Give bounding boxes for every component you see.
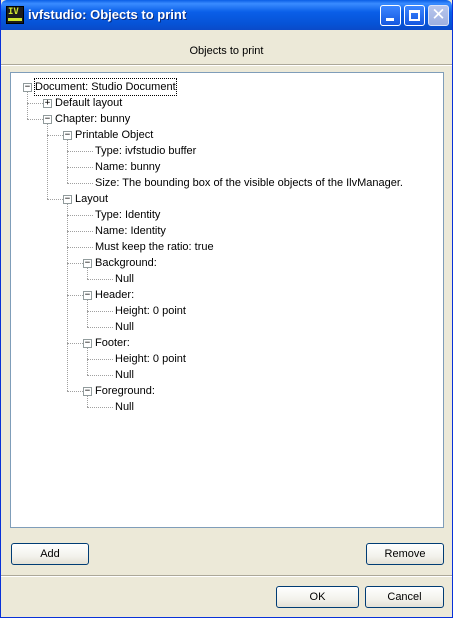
collapse-icon[interactable]: − <box>84 290 91 300</box>
tree-connector-line <box>87 311 113 312</box>
ok-button[interactable]: OK <box>276 586 359 608</box>
maximize-icon <box>409 10 420 21</box>
tree-node-label[interactable]: Must keep the ratio: true <box>95 241 214 253</box>
tree-connector-line <box>67 167 93 168</box>
tree-connector-line <box>87 375 113 376</box>
maximize-button[interactable] <box>404 5 425 26</box>
tree-node-label[interactable]: Null <box>115 273 134 285</box>
tree-node-label[interactable]: Null <box>115 321 134 333</box>
close-button[interactable] <box>428 5 449 26</box>
tree-node[interactable] <box>11 319 443 335</box>
tree-node[interactable] <box>11 271 443 287</box>
minimize-icon <box>386 18 394 21</box>
tree-connector-line <box>67 231 93 232</box>
tree-node-label[interactable]: Printable Object <box>75 129 154 141</box>
footer-divider <box>1 575 452 577</box>
tree-node-label[interactable]: Foreground: <box>95 385 155 397</box>
minimize-button[interactable] <box>380 5 401 26</box>
tree-node-label[interactable]: Background: <box>95 257 157 269</box>
tree-node[interactable] <box>11 303 443 319</box>
objects-tree[interactable] <box>10 72 444 528</box>
tree-node-label[interactable]: Type: ivfstudio buffer <box>95 145 197 157</box>
tree-connector-line <box>47 135 63 136</box>
tree-connector-line <box>27 103 43 104</box>
window-title: ivfstudio: Objects to print <box>28 7 187 22</box>
collapse-icon[interactable]: − <box>24 82 31 92</box>
collapse-icon[interactable]: − <box>84 338 91 348</box>
app-icon-text: IV <box>8 7 19 17</box>
tree-connector-line <box>87 327 113 328</box>
close-icon: ✕ <box>431 5 446 25</box>
cancel-button[interactable]: Cancel <box>365 586 444 608</box>
tree-node[interactable] <box>11 399 443 415</box>
tree-node-label[interactable]: Default layout <box>55 97 123 109</box>
tree-connector-line <box>67 215 93 216</box>
tree-node-label[interactable]: Header: <box>95 289 135 301</box>
tree-node-label[interactable]: Size: The bounding box of the visible objects of the IlvManager. <box>95 177 403 189</box>
title-bar[interactable] <box>1 0 452 30</box>
tree-node[interactable] <box>11 351 443 367</box>
tree-node-label[interactable]: Null <box>115 401 134 413</box>
tree-node-label[interactable]: Type: Identity <box>95 209 161 221</box>
tree-node-label[interactable]: Name: Identity <box>95 225 166 237</box>
header-label: Objects to print <box>189 45 264 57</box>
tree-connector-line <box>47 199 63 200</box>
tree-node-label[interactable]: Name: bunny <box>95 161 161 173</box>
app-icon-bar <box>8 18 22 21</box>
tree-connector-line <box>87 359 113 360</box>
tree-connector-line <box>87 279 113 280</box>
tree-node-label[interactable]: Footer: <box>95 337 130 349</box>
tree-connector-line <box>67 295 83 296</box>
tree-node-label[interactable]: Layout <box>75 193 109 205</box>
app-icon[interactable] <box>6 6 24 24</box>
collapse-icon[interactable]: − <box>64 194 71 204</box>
tree-node-label[interactable]: Document: Studio Document <box>35 81 176 93</box>
add-button[interactable]: Add <box>11 543 89 565</box>
tree-connector-line <box>67 263 83 264</box>
collapse-icon[interactable]: − <box>64 130 71 140</box>
tree-node[interactable] <box>11 367 443 383</box>
tree-node-label[interactable]: Null <box>115 369 134 381</box>
collapse-icon[interactable]: − <box>44 114 51 124</box>
header-divider <box>1 64 452 66</box>
tree-connector-line <box>67 151 93 152</box>
tree-connector-line <box>67 183 93 184</box>
tree-connector-line <box>67 343 83 344</box>
tree-connector-line <box>67 247 93 248</box>
tree-node-label[interactable]: Chapter: bunny <box>55 113 131 125</box>
collapse-icon[interactable]: − <box>84 258 91 268</box>
collapse-icon[interactable]: − <box>84 386 91 396</box>
tree-node-label[interactable]: Height: 0 point <box>115 305 186 317</box>
tree-node-label[interactable]: Height: 0 point <box>115 353 186 365</box>
tree-connector-line <box>67 391 83 392</box>
remove-button[interactable]: Remove <box>366 543 444 565</box>
tree-connector-line <box>27 119 43 120</box>
expand-icon[interactable]: + <box>44 98 51 108</box>
tree-connector-line <box>87 407 113 408</box>
